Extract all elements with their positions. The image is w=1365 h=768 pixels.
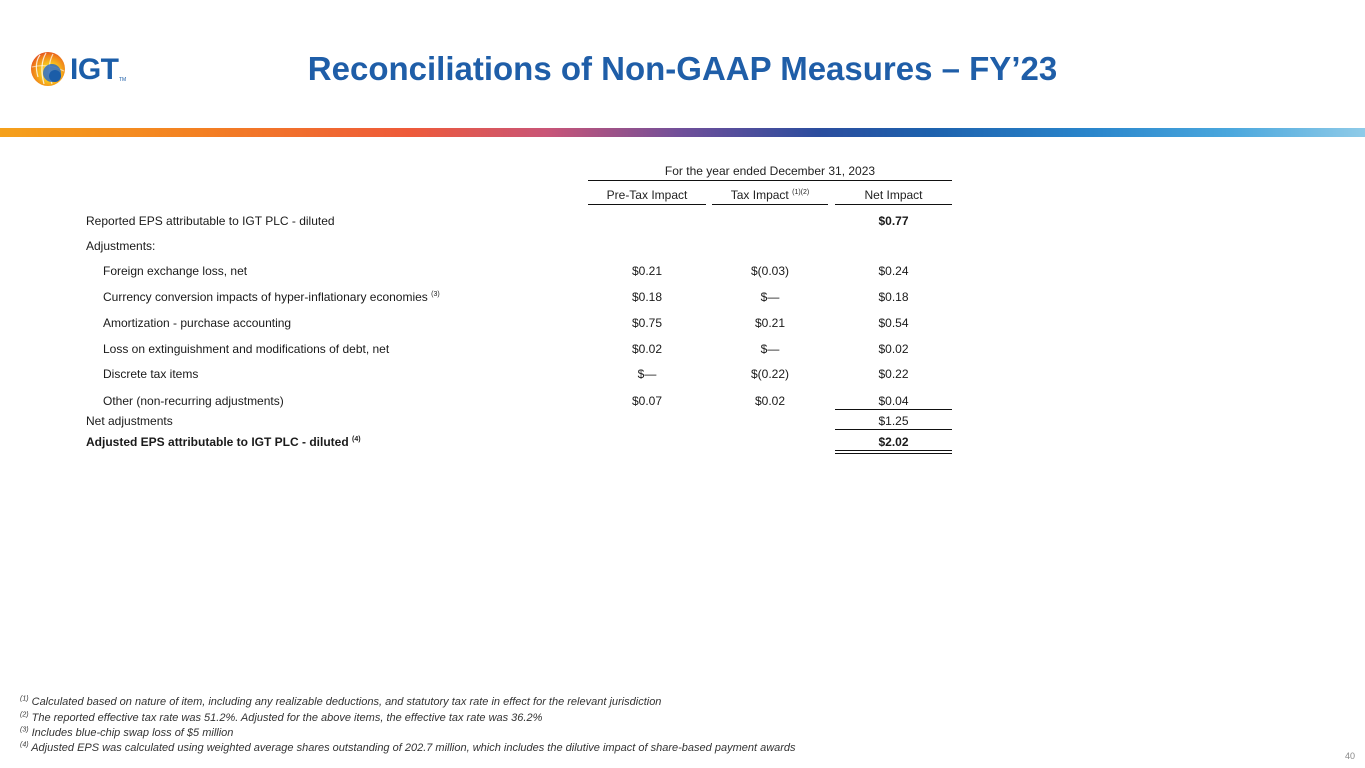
net-adjustments-underline bbox=[835, 429, 952, 430]
row-tax-amortization: $0.21 bbox=[754, 316, 786, 330]
footnote-3 bbox=[20, 726, 233, 740]
row-label-discrete-tax: Discrete tax items bbox=[103, 367, 199, 381]
row-label-amortization: Amortization - purchase accounting bbox=[103, 316, 292, 330]
row-net-net-adjustments: $1.25 bbox=[878, 414, 909, 428]
footnote-4-mark: (4) bbox=[20, 741, 29, 749]
row-pretax-fx-loss: $0.21 bbox=[631, 264, 663, 278]
row-pretax-currency-conversion: $0.18 bbox=[631, 290, 663, 304]
period-header: For the year ended December 31, 2023 bbox=[664, 164, 876, 178]
row-label-adjusted-eps bbox=[86, 434, 361, 450]
row-label-fx-loss: Foreign exchange loss, net bbox=[103, 264, 248, 278]
footnote-2-mark: (2) bbox=[20, 711, 29, 719]
row-note-adjusted-eps: (4) bbox=[352, 436, 361, 443]
row-tax-discrete-tax: $(0.22) bbox=[750, 367, 790, 381]
row-label-adjustments: Adjustments: bbox=[86, 239, 156, 253]
footnote-1-text: Calculated based on nature of item, including any realizable deductions, and statutory tax rate in effect for the relevant jurisdiction bbox=[28, 696, 662, 708]
net-subtotal-underline bbox=[835, 409, 952, 410]
row-label-currency-conversion-text: Currency conversion impacts of hyper-inflationary economies bbox=[103, 290, 428, 304]
row-tax-other: $0.02 bbox=[754, 394, 786, 408]
row-pretax-debt-extinguishment: $0.02 bbox=[631, 342, 663, 356]
footnote-4-text: Adjusted EPS was calculated using weighted average shares outstanding of 202.7 million, which includes the dilutive impact of share-based payment awards bbox=[28, 742, 796, 754]
logo-wordmark: IGT bbox=[70, 53, 119, 86]
row-net-adjusted-eps: $2.02 bbox=[878, 435, 909, 449]
row-tax-debt-extinguishment: $— bbox=[760, 342, 780, 356]
footnote-1-mark: (1) bbox=[20, 695, 29, 703]
row-label-adjusted-eps-text: Adjusted EPS attributable to IGT PLC - diluted bbox=[86, 435, 349, 449]
col-header-pre-tax: Pre-Tax Impact bbox=[606, 188, 688, 202]
row-net-fx-loss: $0.24 bbox=[878, 264, 909, 278]
row-net-reported-eps: $0.77 bbox=[878, 214, 909, 228]
col-header-tax-label: Tax Impact bbox=[730, 188, 789, 202]
row-pretax-other: $0.07 bbox=[631, 394, 663, 408]
row-tax-fx-loss: $(0.03) bbox=[750, 264, 790, 278]
footnote-3-mark: (3) bbox=[20, 726, 29, 734]
col-header-pre-tax-underline bbox=[588, 204, 706, 205]
row-net-currency-conversion: $0.18 bbox=[878, 290, 909, 304]
footnote-2 bbox=[20, 711, 542, 725]
row-net-amortization: $0.54 bbox=[878, 316, 909, 330]
row-label-net-adjustments: Net adjustments bbox=[86, 414, 173, 428]
page-number: 40 bbox=[1344, 751, 1355, 761]
row-pretax-amortization: $0.75 bbox=[631, 316, 663, 330]
header-color-band bbox=[0, 128, 1365, 137]
col-header-tax-underline bbox=[712, 204, 828, 205]
footnote-3-text: Includes blue-chip swap loss of $5 million bbox=[28, 727, 234, 739]
row-pretax-discrete-tax: $— bbox=[637, 367, 657, 381]
period-header-underline bbox=[588, 180, 952, 181]
row-label-other: Other (non-recurring adjustments) bbox=[103, 394, 284, 408]
row-label-currency-conversion bbox=[103, 289, 440, 305]
row-net-discrete-tax: $0.22 bbox=[878, 367, 909, 381]
row-net-other: $0.04 bbox=[878, 394, 909, 408]
total-double-underline bbox=[835, 450, 952, 454]
col-header-tax-note: (1)(2) bbox=[792, 189, 810, 196]
col-header-net-underline bbox=[835, 204, 952, 205]
logo-trademark: TM bbox=[119, 77, 127, 83]
footnote-2-text: The reported effective tax rate was 51.2%. Adjusted for the above items, the effective tax rate was 36.2% bbox=[28, 712, 543, 724]
row-tax-currency-conversion: $— bbox=[760, 290, 780, 304]
footnote-4 bbox=[20, 741, 796, 755]
footnote-1 bbox=[20, 695, 661, 709]
col-header-tax bbox=[712, 187, 828, 203]
row-label-debt-extinguishment: Loss on extinguishment and modifications of debt, net bbox=[103, 342, 390, 356]
page-title: Reconciliations of Non-GAAP Measures – FY’23 bbox=[307, 50, 1058, 87]
row-net-debt-extinguishment: $0.02 bbox=[878, 342, 909, 356]
col-header-net: Net Impact bbox=[864, 188, 923, 202]
row-note-currency-conversion: (3) bbox=[431, 291, 440, 298]
row-label-reported-eps: Reported EPS attributable to IGT PLC - diluted bbox=[86, 214, 335, 228]
